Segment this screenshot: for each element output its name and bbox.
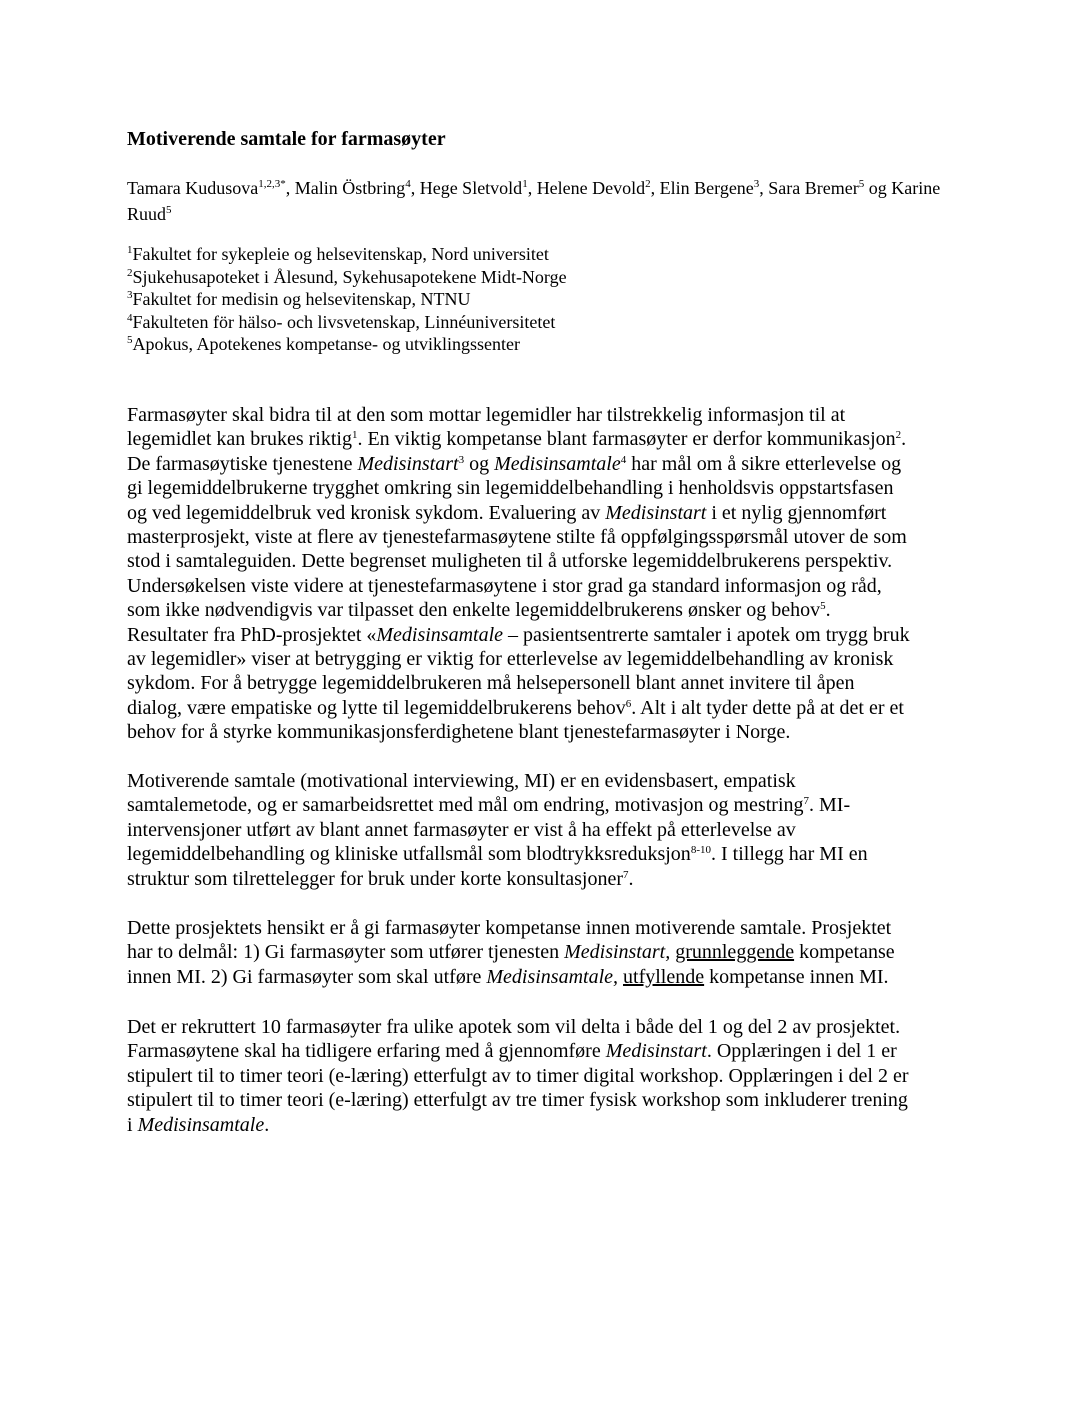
underlined-term: grunnleggende	[675, 941, 795, 964]
text-line: Det er rekruttert 10 farmasøyter fra ulike apotek som vil delta i både del 1 og del 2 av prosjektet.	[127, 1016, 901, 1038]
author-conjunction: og	[864, 178, 892, 198]
text-line: stipulert til to timer teori (e-læring) etterfulgt av tre timer fysisk workshop som inkluderer trening	[127, 1089, 908, 1112]
service-name-italic: Medisinstart	[605, 1040, 707, 1063]
text-line	[127, 1113, 977, 1137]
affiliation-number: 1	[127, 244, 133, 256]
paragraph-aims	[127, 916, 977, 989]
citation-ref: 4	[620, 453, 627, 466]
text-run: – pasientsentrerte samtaler i apotek om trygg bruk	[503, 623, 910, 646]
text-run: kompetanse	[794, 941, 895, 964]
author-name: Hege Sletvold	[419, 178, 523, 198]
text-run: . Alt i alt tyder dette på at det er et	[631, 696, 904, 719]
text-line	[127, 452, 977, 476]
author-separator: ,	[410, 178, 420, 198]
text-run: .	[264, 1113, 270, 1136]
text-run: og	[464, 452, 495, 475]
author-name: Malin Östbring	[294, 178, 406, 198]
author-separator: ,	[759, 178, 769, 198]
text-line	[127, 623, 977, 647]
service-name-italic: Medisinstart	[605, 501, 707, 524]
text-line	[127, 427, 977, 451]
citation-ref: 8-10	[690, 844, 711, 857]
affiliation-number: 2	[127, 266, 133, 279]
text-line: av legemidler» viser at betrygging er viktig for etterlevelse av legemiddelbehandling av kronisk	[127, 648, 894, 671]
text-run: .	[628, 867, 634, 890]
underlined-term: utfyllende	[623, 965, 705, 988]
affiliation-item	[127, 311, 567, 334]
text-line: gi legemiddelbrukerne trygghet omkring sin legemiddelbehandling i henholdsvis oppstartsfasen	[127, 477, 894, 500]
author-name: Helene Devold	[536, 178, 646, 198]
citation-ref: 3	[458, 453, 465, 466]
text-line: sykdom. For å betrygge legemiddelbrukeren må helsepersonell blant annet invitere til åpen	[127, 672, 855, 695]
service-name-italic: Medisinsamtale	[494, 452, 621, 475]
text-run: .	[825, 599, 831, 622]
citation-ref: 7	[803, 795, 809, 808]
author-separator: ,	[285, 178, 295, 198]
text-run: struktur som tilrettelegger for bruk under korte konsultasjoner	[127, 867, 623, 890]
author-affiliation-ref: 1	[522, 178, 528, 190]
text-run: . I tillegg har MI en	[710, 843, 868, 866]
text-line: Motiverende samtale (motivational interviewing, MI) er en evidensbasert, empatisk	[127, 770, 796, 792]
service-name-italic: Medisinstart,	[564, 941, 671, 964]
text-run: i	[127, 1113, 138, 1136]
text-run: og ved legemiddelbruk ved kronisk sykdom. Evaluering av	[127, 501, 606, 524]
affiliation-text: Sjukehusapoteket i Ålesund, Sykehusapotekene Midt-Norge	[132, 266, 567, 287]
text-run: kompetanse innen MI.	[704, 965, 889, 988]
author-name: Sara Bremer	[768, 178, 859, 198]
text-line: Undersøkelsen viste videre at tjenestefarmasøytene i stor grad ga standard informasjon og råd,	[127, 574, 882, 597]
paper-title: Motiverende samtale for farmasøyter	[127, 128, 446, 150]
text-line	[127, 842, 977, 866]
text-line	[127, 965, 977, 989]
text-line	[127, 867, 977, 891]
citation-ref: 5	[820, 600, 826, 613]
text-line: Farmasøyter skal bidra til at den som mottar legemidler har tilstrekkelig informasjon til at	[127, 404, 846, 426]
affiliation-number: 4	[127, 311, 133, 324]
author-name: Elin Bergene	[659, 178, 754, 198]
author-affiliation-ref: 2	[645, 178, 651, 190]
affiliation-list	[127, 243, 567, 356]
text-run: . MI-	[809, 794, 851, 817]
text-line: masterprosjekt, viste at flere av tjenestefarmasøytene stilte få oppfølgingsspørsmål utover de som	[127, 526, 907, 549]
citation-ref: 1	[351, 429, 358, 442]
text-line	[127, 696, 977, 720]
author-separator: ,	[650, 178, 660, 198]
text-line: stipulert til to timer teori (e-læring) etterfulgt av to timer digital workshop. Opplæringen i del 2 er	[127, 1064, 909, 1087]
text-line	[127, 598, 977, 622]
text-run: i et nylig gjennomført	[706, 501, 887, 524]
author-name: Karine Ruud	[127, 178, 941, 224]
text-run: innen MI. 2) Gi farmasøyter som skal utføre	[127, 965, 487, 988]
service-name-italic: Medisinsamtale,	[486, 965, 619, 988]
text-run: Resultater fra PhD-prosjektet «	[127, 623, 377, 646]
text-line: stod i samtaleguiden. Dette begrenset muligheten til å utforske legemiddelbrukerens perspektiv.	[127, 550, 893, 573]
text-run: legemiddelbehandling og kliniske utfallsmål som blodtrykksreduksjon	[127, 843, 691, 866]
text-run: .	[901, 428, 907, 451]
text-line	[127, 940, 977, 964]
affiliation-text: Fakulteten för hälso- och livsvetenskap, Linnéuniversitetet	[132, 311, 556, 332]
affiliation-text: Apokus, Apotekenes kompetanse- og utviklingssenter	[132, 334, 520, 354]
text-run: har to delmål: 1) Gi farmasøyter som utfører tjenesten	[127, 941, 565, 964]
author-affiliation-ref: 5	[166, 204, 172, 216]
author-affiliation-ref: 5	[858, 178, 865, 190]
text-line	[127, 501, 977, 525]
service-name-italic: Medisinsamtale	[137, 1113, 265, 1136]
affiliation-text: Fakultet for sykepleie og helsevitenskap, Nord universitet	[132, 244, 549, 264]
paragraph-background	[127, 403, 977, 745]
affiliation-number: 5	[127, 334, 133, 346]
affiliation-item	[127, 288, 567, 311]
author-affiliation-ref: 4	[405, 178, 411, 190]
author-separator: ,	[527, 178, 537, 198]
author-affiliation-ref: 1,2,3*	[258, 178, 286, 190]
affiliation-item	[127, 333, 567, 356]
author-name: Tamara Kudusova	[127, 178, 259, 198]
text-run: . En viktig kompetanse blant farmasøyter er derfor kommunikasjon	[357, 428, 896, 451]
text-run: De farmasøytiske tjenestene	[127, 452, 358, 475]
text-line: intervensjoner utført av blant annet farmasøyter er vist å ha effekt på etterlevelse av	[127, 818, 796, 841]
text-line: Dette prosjektets hensikt er å gi farmasøyter kompetanse innen motiverende samtale. Prosjektet	[127, 917, 892, 939]
text-run: har mål om å sikre etterlevelse og	[626, 452, 902, 475]
service-name-italic: Medisinstart	[357, 452, 459, 475]
text-run: som ikke nødvendigvis var tilpasset den enkelte legemiddelbrukerens ønsker og behov	[127, 599, 821, 622]
citation-ref: 7	[623, 868, 629, 881]
affiliation-item	[127, 243, 567, 266]
affiliation-item	[127, 266, 567, 289]
service-name-italic: Medisinsamtale	[376, 623, 504, 646]
affiliation-text: Fakultet for medisin og helsevitenskap, NTNU	[132, 289, 471, 309]
paragraph-recruitment	[127, 1015, 977, 1137]
author-affiliation-ref: 3	[753, 178, 760, 190]
text-run: Farmasøytene skal ha tidligere erfaring med å gjennomføre	[127, 1040, 606, 1063]
text-run: dialog, være empatiske og lytte til legemiddelbrukerens behov	[127, 696, 626, 719]
affiliation-number: 3	[127, 289, 133, 301]
paragraph-mi-definition	[127, 769, 977, 891]
citation-ref: 2	[895, 429, 902, 442]
text-line	[127, 1039, 977, 1063]
author-list	[127, 175, 977, 227]
text-line	[127, 793, 977, 817]
text-run: . Opplæringen i del 1 er	[706, 1040, 897, 1063]
citation-ref: 6	[625, 697, 632, 710]
text-run: legemidlet kan brukes riktig	[127, 428, 352, 451]
text-line: behov for å styrke kommunikasjonsferdighetene blant tjenestefarmasøyter i Norge.	[127, 721, 791, 744]
text-run: samtalemetode, og er samarbeidsrettet med mål om endring, motivasjon og mestring	[127, 794, 804, 817]
